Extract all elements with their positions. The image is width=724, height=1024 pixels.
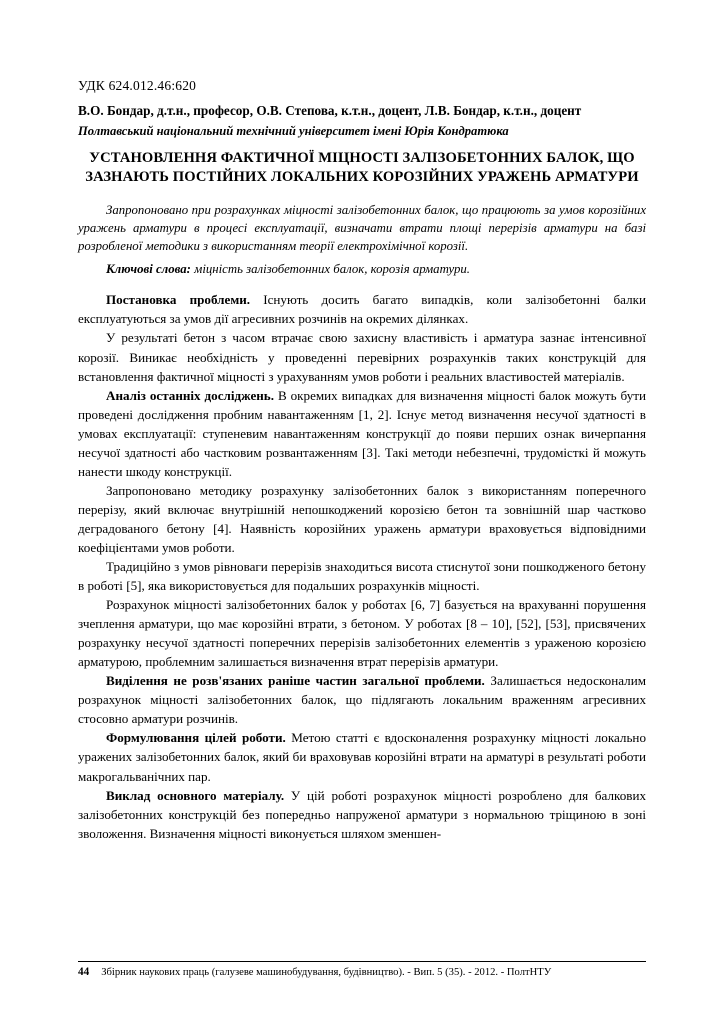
- paragraph-lead: Виділення не розв'язаних раніше частин загальної проблеми.: [106, 673, 485, 689]
- paragraph-text: У цій роботі розрахунок міцності розроблено для балкових залізобетонних конструкцій без попередньо напруженої арматури з нормальною тріщиною в зоні зволоження. Визначення міцності виконується шляхом зменшен-: [78, 787, 646, 841]
- page-footer: [78, 961, 646, 978]
- footer-citation: Збірник наукових праць (галузеве машинобудування, будівництво). - Вип. 5 (35). - 2012. - ПолтНТУ: [101, 967, 552, 978]
- paragraph-text: Традиційно з умов рівноваги перерізів знаходиться висота стиснутої зони пошкодженого бетону в роботі [5], яка використовується для подальших розрахунків міцності.: [78, 559, 646, 594]
- paragraph-lead: Виклад основного матеріалу.: [106, 787, 285, 803]
- udc-code: УДК 624.012.46:620: [78, 78, 197, 93]
- body-paragraph: [78, 671, 646, 728]
- body-paragraph: [78, 557, 646, 595]
- abstract-text: Запропоновано при розрахунках міцності залізобетонних балок, що працюють за умов корозійних уражень арматури в процесі експлуатації, визначати втрати площі перерізів арматури на базі розробленої методики з використанням теорії електрохімічної корозії.: [78, 202, 646, 254]
- article-body: [78, 290, 646, 842]
- page-title: УСТАНОВЛЕННЯ ФАКТИЧНОЇ МІЦНОСТІ ЗАЛІЗОБЕТОННИХ БАЛОК, ЩО ЗАЗНАЮТЬ ПОСТІЙНИХ ЛОКАЛЬНИХ КОРОЗІЙНИХ УРАЖЕНЬ АРМАТУРИ: [85, 150, 639, 186]
- page-number: 44: [78, 966, 90, 978]
- paragraph-lead: Постановка проблеми.: [106, 292, 251, 308]
- body-paragraph: [78, 328, 646, 385]
- body-paragraph: [78, 595, 646, 671]
- keywords-label: Ключові слова:: [106, 262, 191, 277]
- paragraph-text: Розрахунок міцності залізобетонних балок у роботах [6, 7] базується на врахуванні порушення зчеплення арматури, що має корозійні втрати, з бетоном. У роботах [8 – 10], [52], [53], присвячених розрахунку несучої здатності поперечних перерізів залізобетонних елементів з ураженою корозією арматурою, проблемним залишається визначення втрат перерізів арматури.: [78, 597, 646, 670]
- paragraph-text: Залишається недосконалим розрахунок міцності залізобетонних балок, що підлягають локальним враженням агресивних стосовно арматури розчинів.: [78, 673, 646, 727]
- paragraph-text: У результаті бетон з часом втрачає свою захисну властивість і арматура зазнає інтенсивної корозії. Виникає необхідність у проведенні перевірних розрахунків таких конструкцій для встановлення фактичної міцності з урахуванням умов роботи і реальних властивостей матеріалів.: [78, 330, 646, 384]
- body-paragraph: [78, 481, 646, 557]
- body-paragraph: [78, 786, 646, 843]
- body-paragraph: [78, 290, 646, 328]
- body-paragraph: [78, 386, 646, 481]
- paragraph-text: Існують досить багато випадків, коли залізобетонні балки експлуатуються за умов дії агресивних розчинів на окремих ділянках.: [78, 292, 646, 327]
- keywords-line: [78, 260, 646, 278]
- paragraph-text: Метою статті є вдосконалення розрахунку міцності локально уражених залізобетонних балок, який би враховував корозійні втрати на арматурі в результаті роботи макрогальванічних пар.: [78, 730, 646, 784]
- body-paragraph: [78, 728, 646, 785]
- affiliation-line: Полтавський національний технічний університет імені Юрія Кондратюка: [78, 123, 509, 138]
- keywords-value: міцність залізобетонних балок, корозія арматури.: [194, 262, 470, 277]
- paragraph-text: В окремих випадках для визначення міцності балок можуть бути проведені дослідження пробним навантаженням [1, 2]. Існує метод визначення несучої здатності в умовах експлуатації: ступеневим навантаженням конструкції до появи перших ознак вичерпання несучої здатності або частковим розвантаженням [3]. Такі методи небезпечні, трудомісткі й можуть нанести шкоду конструкції.: [78, 387, 646, 479]
- paragraph-text: Запропоновано методику розрахунку залізобетонних балок з використанням поперечного перерізу, який включає внутрішній непошкоджений корозією бетон та зовнішній шар частково деградованого бетону [4]. Наявність корозійних уражень арматури враховується відповідними коефіцієнтами умов роботи.: [78, 482, 646, 555]
- paragraph-lead: Формулювання цілей роботи.: [106, 730, 286, 746]
- paragraph-lead: Аналіз останніх досліджень.: [106, 387, 275, 403]
- authors-line: В.О. Бондар, д.т.н., професор, О.В. Степова, к.т.н., доцент, Л.В. Бондар, к.т.н., доцент: [78, 103, 582, 118]
